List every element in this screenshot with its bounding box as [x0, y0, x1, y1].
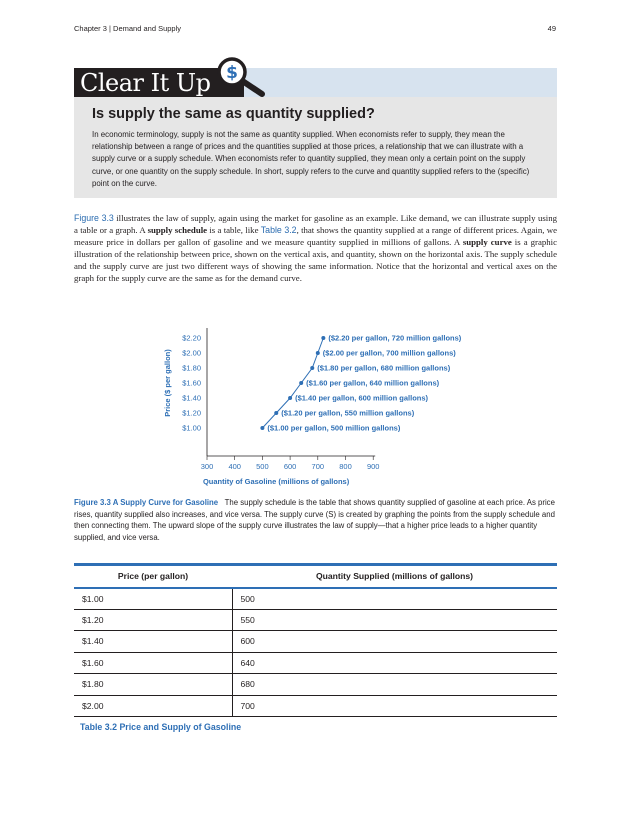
table-cell-quantity: 500 — [232, 588, 557, 610]
y-tick-label: $1.80 — [182, 363, 201, 373]
table-header-row — [74, 565, 557, 588]
y-tick-label: $2.00 — [182, 348, 201, 358]
clear-it-up-question: Is supply the same as quantity supplied? — [92, 106, 375, 122]
figure-link[interactable]: Figure 3.3 — [74, 213, 114, 223]
x-axis-label: Quantity of Gasoline (millions of gallons) — [202, 477, 350, 486]
x-tick-label: 800 — [339, 462, 352, 471]
data-point-label: ($1.80 per gallon, 680 million gallons) — [317, 363, 451, 373]
data-point-label: ($1.60 per gallon, 640 million gallons) — [306, 378, 440, 388]
figure-caption-label: Figure 3.3 A Supply Curve for Gasoline — [74, 498, 219, 507]
table-row — [74, 674, 557, 696]
data-point-label: ($2.00 per gallon, 700 million gallons) — [322, 348, 456, 358]
y-tick-label: $1.60 — [182, 378, 201, 388]
table-row — [74, 588, 557, 610]
table-cell-quantity: 550 — [232, 609, 557, 631]
table-link[interactable]: Table 3.2 — [260, 225, 297, 236]
table-cell-price: $1.20 — [74, 609, 232, 631]
y-axis-label: Price ($ per gallon) — [163, 349, 172, 417]
paragraph-text: , that shows the quantity supplied at a range of different prices. Again, we measure price in dollars per gallon of gasoline and we measure quantity supplied in millions of gallons. A — [74, 225, 558, 248]
table-cell-price: $2.00 — [74, 695, 232, 717]
chapter-title: Chapter 3 | Demand and Supply — [74, 24, 182, 33]
y-tick-label: $1.00 — [182, 423, 201, 433]
x-tick-label: 900 — [366, 462, 380, 471]
paragraph-text: is a table, like — [207, 225, 261, 236]
table-header-quantity: Quantity Supplied (millions of gallons) — [232, 565, 557, 588]
figure-caption — [74, 497, 557, 543]
x-tick-label: 500 — [256, 462, 269, 471]
key-term: supply curve — [462, 237, 512, 248]
table-cell-price: $1.40 — [74, 631, 232, 653]
table-header-price: Price (per gallon) — [74, 565, 232, 588]
y-tick-label: $2.20 — [182, 333, 201, 343]
table-cell-quantity: 640 — [232, 652, 557, 674]
y-tick-label: $1.20 — [182, 408, 201, 418]
paragraph-text: is a graphic illustration of the relationship between price, shown on the vertical axis, and quantity, shown on the horizontal axis. The supply schedule and the supply curve are just two different ways of showing the same information. Notice that the horizontal and vertical axes on the graph for the supply curve are the same as for the demand curve. — [74, 237, 557, 284]
x-tick-label: 600 — [283, 462, 297, 471]
table-cell-quantity: 700 — [232, 695, 557, 717]
data-point — [299, 381, 303, 385]
table-row — [74, 652, 557, 674]
x-tick-label: 400 — [228, 462, 241, 471]
data-point-label: ($1.00 per gallon, 500 million gallons) — [267, 423, 401, 433]
table-row — [74, 609, 557, 631]
x-tick-label: 700 — [311, 462, 325, 471]
data-point — [310, 366, 314, 370]
data-point — [288, 396, 292, 400]
figure-caption-text: The supply schedule is the table that shows quantity supplied of gasoline at each price. As price rises, quantity supplied also increases, and vice versa. The supply curve (S) is created by graphing the points from the supply schedule and then connecting them. The upward slope of the supply curve illustrates the law of supply—that a higher price leads to a higher quantity supplied, and vice versa. — [74, 498, 555, 542]
data-point-label: ($1.20 per gallon, 550 million gallons) — [281, 408, 415, 418]
data-point — [321, 336, 325, 340]
table-cell-price: $1.00 — [74, 588, 232, 610]
body-paragraph — [74, 212, 557, 285]
table-caption: Table 3.2 Price and Supply of Gasoline — [80, 722, 242, 732]
table-row — [74, 695, 557, 717]
table-row — [74, 631, 557, 653]
x-tick-label: 300 — [200, 462, 214, 471]
data-point — [316, 351, 320, 355]
y-tick-label: $1.40 — [182, 393, 201, 403]
supply-schedule-table — [74, 563, 557, 717]
data-point-label: ($1.40 per gallon, 600 million gallons) — [295, 393, 429, 403]
key-term: supply schedule — [147, 225, 208, 236]
data-point — [260, 426, 264, 430]
clear-it-up-body: In economic terminology, supply is not the same as quantity supplied. When economists refer to supply, they mean the relationship between a range of prices and the quantities supplied at those prices, a relationship that we can illustrate with a supply curve or a supply schedule. When economists refer to quantity supplied, they mean only a certain point on the supply curve, or one quantity on the supply schedule. In short, supply refers to the curve and quantity supplied refers to the (specific) point on the curve. — [92, 130, 530, 188]
svg-text:$: $ — [226, 63, 238, 83]
table-cell-price: $1.60 — [74, 652, 232, 674]
supply-curve-chart — [150, 320, 490, 492]
table-cell-price: $1.80 — [74, 674, 232, 696]
table-cell-quantity: 600 — [232, 631, 557, 653]
page-number: 49 — [547, 24, 556, 33]
paragraph-text: illustrates the law of supply, again using the market for gasoline as an example. Like demand, we can illustrate supply using a table or a graph. A — [74, 213, 558, 236]
data-point-label: ($2.20 per gallon, 720 million gallons) — [328, 333, 462, 343]
data-point — [274, 411, 278, 415]
magnifier-dollar-icon — [215, 56, 267, 100]
clear-it-up-logo-text: Clear It Up — [80, 69, 211, 97]
table-cell-quantity: 680 — [232, 674, 557, 696]
